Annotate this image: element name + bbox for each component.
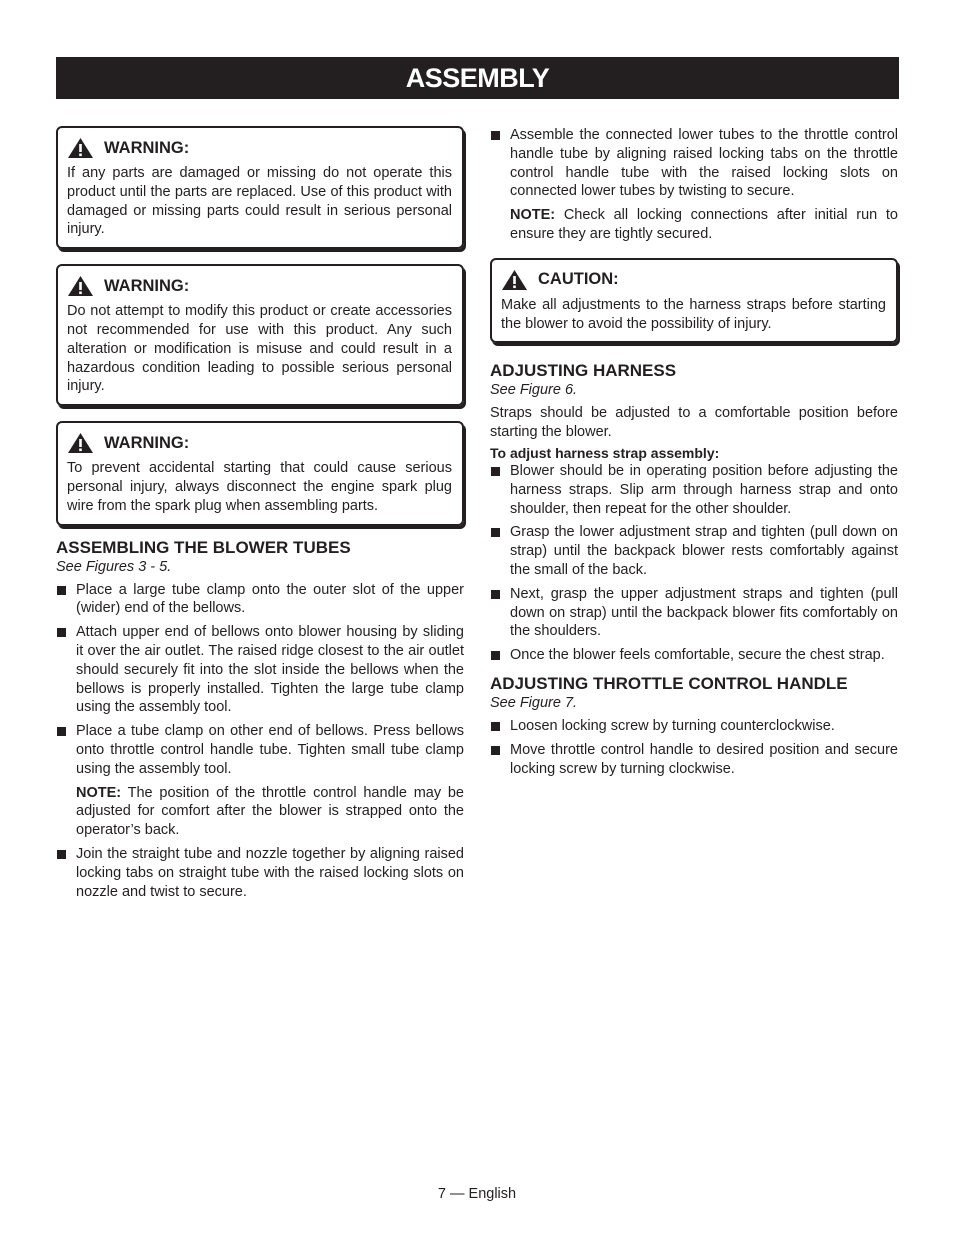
square-bullet-icon [57, 586, 66, 595]
note-paragraph: NOTE: Check all locking connections after initial run to ensure they are tightly secured. [510, 207, 898, 242]
square-bullet-icon [57, 727, 66, 736]
list-item: Place a tube clamp on other end of bellows. Press bellows onto throttle control handle tube. Tighten small tube clamp using the assembly tool. [56, 722, 464, 778]
list-item: Grasp the lower adjustment strap and tighten (pull down on strap) until the backpack blower rests comfortably against the small of the back. [490, 523, 898, 579]
instruction-list [56, 581, 464, 779]
list-item: Loosen locking screw by turning counterclockwise. [490, 717, 898, 736]
warning-box [56, 126, 464, 249]
list-item: Join the straight tube and nozzle together by aligning raised locking tabs on straight tube with the raised locking slots on nozzle and twist to secure. [56, 845, 464, 901]
instruction-list [56, 845, 464, 901]
caution-text: Make all adjustments to the harness straps before starting the blower to avoid the possibility of injury. [501, 296, 886, 332]
figure-reference: See Figure 6. [490, 382, 578, 399]
warning-label: WARNING: [104, 276, 190, 295]
square-bullet-icon [57, 628, 66, 637]
figure-reference: See Figure 7. [490, 694, 578, 711]
section-heading: ADJUSTING THROTTLE CONTROL HANDLE [490, 673, 848, 693]
list-item: Place a large tube clamp onto the outer slot of the upper (wider) end of the bellows. [56, 581, 464, 619]
warning-text: If any parts are damaged or missing do not operate this product until the parts are replaced. Use of this product with damaged or missing parts could result in serious personal injury. [67, 165, 452, 238]
section-heading: ASSEMBLING THE BLOWER TUBES [56, 537, 351, 557]
square-bullet-icon [491, 467, 500, 476]
section-title: ASSEMBLY [405, 63, 550, 93]
warning-label: WARNING: [104, 433, 190, 452]
warning-text: Do not attempt to modify this product or create accessories not recommended for use with this product. Any such alteration or modification is misuse and could result in a hazardous condition leading to possible serious personal injury. [67, 303, 452, 395]
square-bullet-icon [491, 651, 500, 660]
intro-paragraph: Straps should be adjusted to a comfortable position before starting the blower. [490, 405, 898, 441]
square-bullet-icon [491, 746, 500, 755]
square-bullet-icon [57, 850, 66, 859]
warning-triangle-icon [501, 269, 528, 291]
square-bullet-icon [491, 722, 500, 731]
instruction-list [490, 462, 898, 665]
note-label: NOTE: [76, 784, 122, 801]
page-footer [0, 1186, 954, 1202]
square-bullet-icon [491, 131, 500, 140]
list-item: Assemble the connected lower tubes to the throttle control handle tube by aligning raised locking tabs on the throttle control handle tube with the raised locking slots on connected lower tubes by twisting to secure. [490, 126, 898, 201]
section-heading: ADJUSTING HARNESS [490, 361, 677, 381]
warning-box [56, 264, 464, 406]
warning-text: To prevent accidental starting that could cause serious personal injury, always disconnect the engine spark plug wire from the spark plug when assembling parts. [67, 460, 452, 514]
section-banner [56, 57, 899, 99]
list-item: Blower should be in operating position before adjusting the harness straps. Slip arm through harness strap and onto shoulder, then repeat for the other shoulder. [490, 462, 898, 518]
warning-triangle-icon [67, 275, 94, 297]
note-paragraph: NOTE: The position of the throttle control handle may be adjusted for comfort after the blower is strapped onto the operator’s back. [76, 784, 464, 839]
instruction-list [490, 126, 898, 201]
square-bullet-icon [491, 590, 500, 599]
subheading: To adjust harness strap assembly: [490, 444, 720, 461]
figure-reference: See Figures 3 - 5. [56, 558, 172, 575]
warning-triangle-icon [67, 432, 94, 454]
list-item: Move throttle control handle to desired position and secure locking screw by turning clockwise. [490, 741, 898, 779]
list-item: Next, grasp the upper adjustment straps and tighten (pull down on strap) until the backpack blower fits comfortably on the shoulders. [490, 585, 898, 641]
note-label: NOTE: [510, 207, 556, 224]
instruction-list [490, 717, 898, 778]
caution-label: CAUTION: [538, 270, 619, 289]
list-item: Once the blower feels comfortable, secure the chest strap. [490, 646, 898, 665]
right-column [490, 126, 898, 783]
warning-triangle-icon [67, 137, 94, 159]
list-item: Attach upper end of bellows onto blower housing by sliding it over the air outlet. The raised ridge closest to the air outlet should securely fit into the slot inside the bellows when the bellows is properly installed. Tighten the large tube clamp using the assembly tool. [56, 623, 464, 717]
page-number: 7 — English [437, 1186, 517, 1202]
caution-box [490, 258, 898, 344]
square-bullet-icon [491, 528, 500, 537]
warning-label: WARNING: [104, 138, 190, 157]
warning-box [56, 421, 464, 525]
left-column [56, 126, 464, 906]
